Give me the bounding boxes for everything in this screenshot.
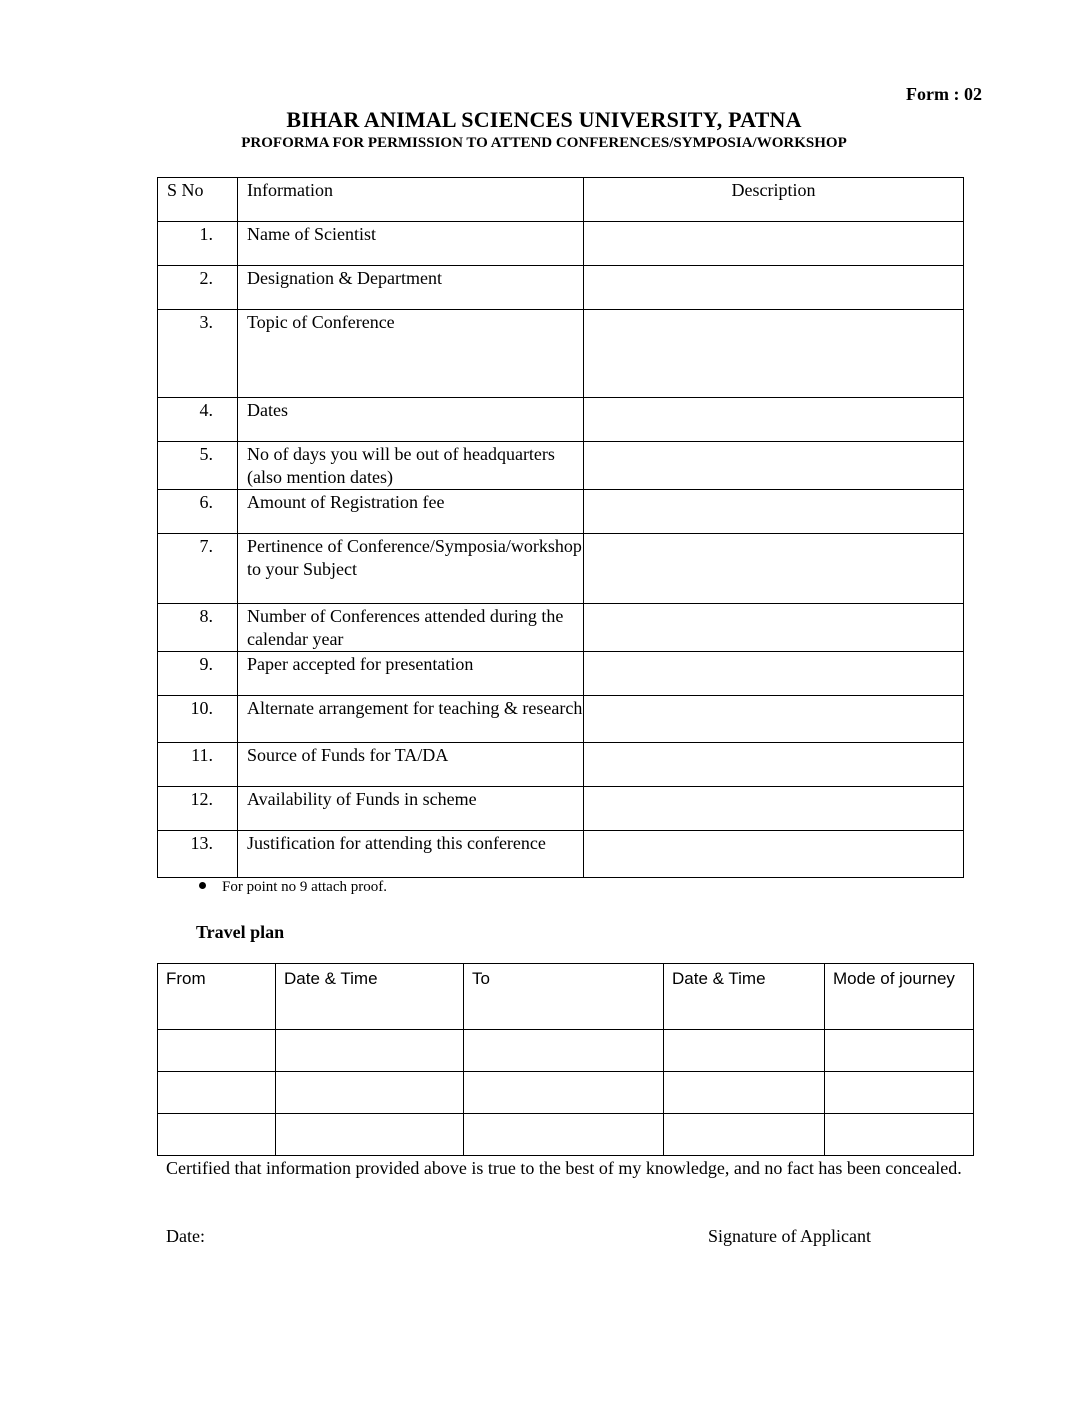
row-desc-field[interactable]	[584, 398, 964, 442]
header-description: Description	[584, 178, 964, 222]
travel-cell[interactable]	[664, 1114, 825, 1156]
travel-row	[158, 1114, 974, 1156]
row-desc-field[interactable]	[584, 831, 964, 878]
row-desc-field[interactable]	[584, 604, 964, 652]
row-info: Topic of Conference	[238, 310, 584, 398]
travel-cell[interactable]	[664, 1030, 825, 1072]
travel-cell[interactable]	[464, 1114, 664, 1156]
table-row	[158, 604, 964, 652]
table-row	[158, 787, 964, 831]
header-information: Information	[238, 178, 584, 222]
travel-plan-title: Travel plan	[196, 922, 285, 942]
travel-plan-table	[157, 963, 974, 1156]
row-desc-field[interactable]	[584, 652, 964, 696]
row-desc-field[interactable]	[584, 743, 964, 787]
table-row	[158, 310, 964, 398]
table-row	[158, 266, 964, 310]
row-info: Number of Conferences attended during the calendar year	[238, 604, 584, 652]
header-from: From	[158, 964, 276, 1030]
row-info: Pertinence of Conference/Symposia/workshop to your Subject	[238, 534, 584, 604]
row-info: Justification for attending this conference	[238, 831, 584, 878]
table-row	[158, 442, 964, 490]
header-date-time: Date & Time	[664, 964, 825, 1030]
information-table	[157, 177, 964, 878]
form-number: Form : 02	[906, 84, 982, 104]
signature-label: Signature of Applicant	[708, 1226, 871, 1246]
row-desc-field[interactable]	[584, 534, 964, 604]
travel-cell[interactable]	[158, 1030, 276, 1072]
travel-cell[interactable]	[825, 1072, 974, 1114]
row-sno: 11.	[158, 743, 238, 787]
row-desc-field[interactable]	[584, 266, 964, 310]
row-sno: 10.	[158, 696, 238, 743]
note-text: For point no 9 attach proof.	[222, 879, 387, 895]
bullet-icon	[199, 882, 206, 889]
row-info: Paper accepted for presentation	[238, 652, 584, 696]
travel-cell[interactable]	[664, 1072, 825, 1114]
travel-cell[interactable]	[158, 1072, 276, 1114]
header-to: To	[464, 964, 664, 1030]
row-info: Name of Scientist	[238, 222, 584, 266]
row-info: Dates	[238, 398, 584, 442]
row-sno: 5.	[158, 442, 238, 490]
travel-header-row	[158, 964, 974, 1030]
row-sno: 4.	[158, 398, 238, 442]
table-row	[158, 652, 964, 696]
row-info: Amount of Registration fee	[238, 490, 584, 534]
proforma-title: PROFORMA FOR PERMISSION TO ATTEND CONFERENCES/SYMPOSIA/WORKSHOP	[241, 135, 847, 151]
row-sno: 2.	[158, 266, 238, 310]
table-row	[158, 534, 964, 604]
travel-cell[interactable]	[464, 1030, 664, 1072]
travel-cell[interactable]	[825, 1114, 974, 1156]
row-desc-field[interactable]	[584, 442, 964, 490]
travel-cell[interactable]	[158, 1114, 276, 1156]
row-sno: 6.	[158, 490, 238, 534]
table-row	[158, 490, 964, 534]
row-desc-field[interactable]	[584, 222, 964, 266]
table-row	[158, 222, 964, 266]
table-row	[158, 831, 964, 878]
travel-cell[interactable]	[464, 1072, 664, 1114]
travel-row	[158, 1030, 974, 1072]
row-desc-field[interactable]	[584, 490, 964, 534]
table-header-row	[158, 178, 964, 222]
row-sno: 12.	[158, 787, 238, 831]
row-info: Source of Funds for TA/DA	[238, 743, 584, 787]
row-sno: 9.	[158, 652, 238, 696]
attachment-note	[199, 879, 387, 896]
university-title: BIHAR ANIMAL SCIENCES UNIVERSITY, PATNA	[286, 107, 802, 132]
row-desc-field[interactable]	[584, 787, 964, 831]
table-row	[158, 398, 964, 442]
row-desc-field[interactable]	[584, 696, 964, 743]
row-sno: 3.	[158, 310, 238, 398]
travel-cell[interactable]	[825, 1030, 974, 1072]
table-row	[158, 696, 964, 743]
row-info: Alternate arrangement for teaching & research	[238, 696, 584, 743]
row-info: No of days you will be out of headquarters (also mention dates)	[238, 442, 584, 490]
header-date-time: Date & Time	[276, 964, 464, 1030]
travel-cell[interactable]	[276, 1030, 464, 1072]
date-label: Date:	[166, 1226, 205, 1246]
row-sno: 7.	[158, 534, 238, 604]
travel-row	[158, 1072, 974, 1114]
travel-cell[interactable]	[276, 1114, 464, 1156]
row-info: Designation & Department	[238, 266, 584, 310]
row-sno: 1.	[158, 222, 238, 266]
header-mode-of-journey: Mode of journey	[825, 964, 974, 1030]
row-info: Availability of Funds in scheme	[238, 787, 584, 831]
header-sno: S No	[158, 178, 238, 222]
certification-statement: Certified that information provided above is true to the best of my knowledge, and no fact has been concealed.	[166, 1158, 962, 1178]
row-sno: 13.	[158, 831, 238, 878]
row-sno: 8.	[158, 604, 238, 652]
table-row	[158, 743, 964, 787]
travel-cell[interactable]	[276, 1072, 464, 1114]
row-desc-field[interactable]	[584, 310, 964, 398]
